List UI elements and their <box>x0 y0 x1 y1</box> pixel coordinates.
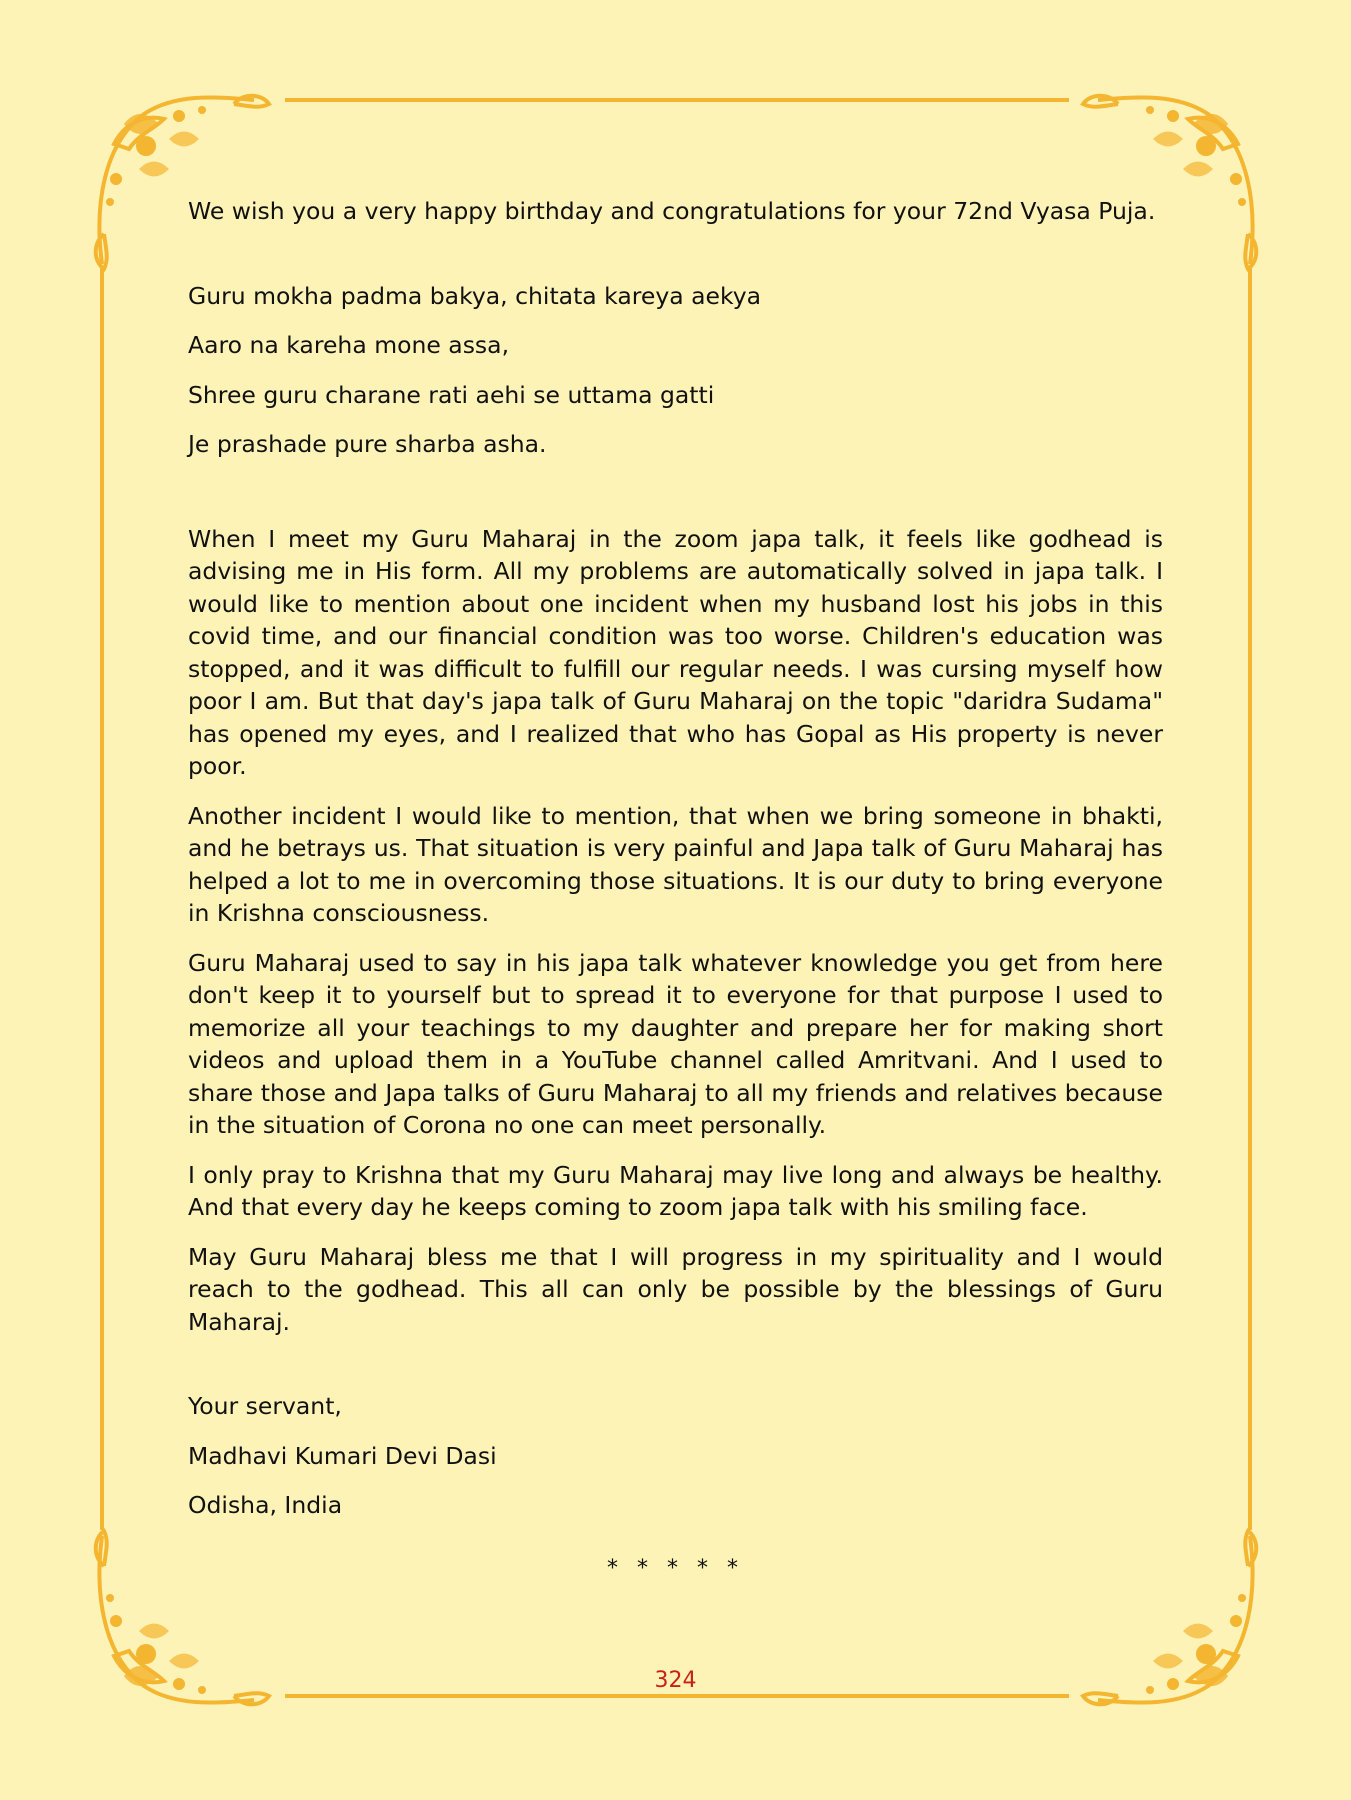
border-bottom-line <box>285 1694 1069 1698</box>
border-left-line <box>100 268 104 1530</box>
closing: Your servant, <box>188 1392 342 1420</box>
verse-line: Shree guru charane rati aehi se uttama gatti <box>188 380 715 409</box>
verse-line: Guru mokha padma bakya, chitata kareya aekya <box>188 281 762 310</box>
page-number: 324 <box>654 1668 697 1693</box>
verse-line: Je prashade pure sharba asha. <box>188 430 547 458</box>
border-right-line <box>1248 268 1252 1530</box>
paragraph: I only pray to Krishna that my Guru Maharaj may live long and always be healthy. And that every day he keeps coming to zoom japa talk with his smiling face. <box>188 1160 1163 1221</box>
paragraph: Guru Maharaj used to say in his japa talk whatever knowledge you get from here don't keep it to yourself but to spread it to everyone for that purpose I used to memorize all your teachings to my daughter and prepare her for making short videos and upload them in a YouTube channel called Amritvani. And I used to share those and Japa talks of Guru Maharaj to all my friends and relatives because in the situation of Corona no one can meet personally. <box>188 948 1163 1139</box>
author-location: Odisha, India <box>188 1491 343 1519</box>
verse <box>188 280 1163 461</box>
signature-block <box>188 1390 1163 1522</box>
letter-body <box>188 195 1163 1539</box>
section-separator: * * * * * <box>607 1556 744 1581</box>
verse-line: Aaro na kareha mone assa, <box>188 331 510 359</box>
paragraph: Another incident I would like to mention, that when we bring someone in bhakti, and he betrays us. That situation is very painful and Japa talk of Guru Maharaj has helped a lot to me in overcoming those situations. It is our duty to bring everyone in Krishna consciousness. <box>188 801 1163 927</box>
border-top-line <box>285 98 1069 102</box>
greeting: We wish you a very happy birthday and congratulations for your 72nd Vyasa Puja. <box>188 197 1156 225</box>
paragraph: May Guru Maharaj bless me that I will progress in my spirituality and I would reach to the godhead. This all can only be possible by the blessings of Guru Maharaj. <box>188 1242 1163 1336</box>
letter-paragraphs <box>188 523 1163 1339</box>
author-name: Madhavi Kumari Devi Dasi <box>188 1441 497 1470</box>
paragraph: When I meet my Guru Maharaj in the zoom japa talk, it feels like godhead is advising me in His form. All my problems are automatically solved in japa talk. I would like to mention about one incident when my husband lost his jobs in this covid time, and our financial condition was too worse. Children's education was stopped, and it was difficult to fulfill our regular needs. I was cursing myself how poor I am. But that day's japa talk of Guru Maharaj on the topic "daridra Sudama" has opened my eyes, and I realized that who has Gopal as His property is never poor. <box>188 524 1163 780</box>
